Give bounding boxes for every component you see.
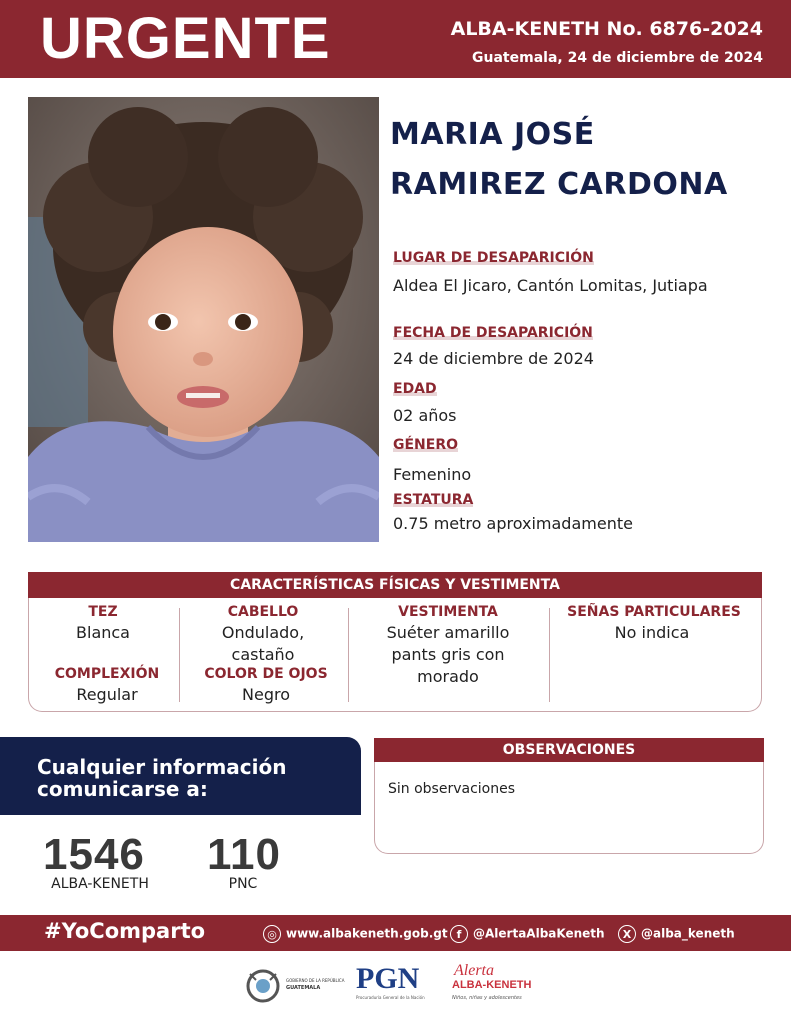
globe-icon: ◎ — [263, 925, 281, 943]
gov-line1: GOBIERNO DE LA REPÚBLICA — [286, 978, 345, 983]
senas-value: No indica — [614, 623, 690, 642]
contact-text — [37, 756, 287, 800]
detail-label-location: LUGAR DE DESAPARICIÓN — [393, 250, 594, 266]
pgn-logo — [356, 962, 436, 1006]
alba-sub: Niños, niñas y adolescentes — [452, 995, 522, 1001]
x-icon: X — [618, 925, 636, 943]
detail-label-age: EDAD — [393, 381, 437, 397]
vestimenta-value-line2: pants gris con — [391, 645, 505, 664]
person-name-line2: RAMIREZ CARDONA — [390, 167, 728, 202]
detail-label-date: FECHA DE DESAPARICIÓN — [393, 325, 593, 341]
eye-color-label: COLOR DE OJOS — [204, 666, 328, 682]
x-link[interactable]: X @alba_keneth — [618, 922, 735, 944]
alerta-alba-keneth-logo — [452, 962, 532, 1006]
facebook-link[interactable]: f @AlertaAlbaKeneth — [450, 922, 605, 944]
eye-color-value: Negro — [242, 685, 290, 704]
tez-label: TEZ — [88, 604, 118, 620]
vestimenta-value-line3: morado — [417, 667, 479, 686]
complexion-value: Regular — [76, 685, 138, 704]
person-name-line1: MARIA JOSÉ — [390, 117, 595, 152]
detail-value-date: 24 de diciembre de 2024 — [393, 349, 594, 368]
phone-alba-keneth[interactable]: 1546 — [43, 830, 145, 879]
vestimenta-label: VESTIMENTA — [398, 604, 498, 620]
detail-value-height: 0.75 metro aproximadamente — [393, 514, 633, 533]
detail-label-height: ESTATURA — [393, 492, 474, 508]
guatemala-coat-of-arms-icon — [244, 966, 282, 1006]
pgn-sub: Procuraduría General de la Nación — [356, 995, 425, 1000]
alert-number: ALBA-KENETH No. 6876-2024 — [450, 18, 763, 40]
facebook-icon: f — [450, 925, 468, 943]
cabello-value-line2: castaño — [231, 645, 295, 664]
vestimenta-value-line1: Suéter amarillo — [386, 623, 510, 642]
hashtag: #YoComparto — [44, 919, 206, 943]
contact-line2: comunicarse a: — [37, 777, 208, 801]
detail-label-gender: GÉNERO — [393, 437, 459, 453]
observations-heading: OBSERVACIONES — [374, 738, 764, 762]
tez-value: Blanca — [76, 623, 130, 642]
alerta-text: Alerta — [454, 962, 494, 979]
cabello-label: CABELLO — [227, 604, 299, 620]
website-link[interactable]: ◎ www.albakeneth.gob.gt — [263, 922, 448, 944]
contact-line1: Cualquier información — [37, 755, 287, 779]
person-name — [390, 110, 780, 210]
urgent-title: URGENTE — [40, 6, 331, 71]
senas-label: SEÑAS PARTICULARES — [567, 604, 741, 620]
cabello-value-line1: Ondulado, — [221, 623, 305, 642]
complexion-label: COMPLEXIÓN — [54, 666, 160, 682]
phone-pnc-label: PNC — [228, 876, 258, 892]
column-divider — [348, 608, 349, 702]
detail-value-gender: Femenino — [393, 465, 472, 484]
detail-value-location: Aldea El Jicaro, Cantón Lomitas, Jutiapa — [393, 276, 708, 295]
pgn-text: PGN — [356, 962, 420, 995]
alert-date: Guatemala, 24 de diciembre de 2024 — [472, 50, 763, 66]
missing-person-photo — [28, 97, 379, 542]
gov-line2: GUATEMALA — [286, 985, 321, 991]
alba-text: ALBA-KENETH — [452, 979, 532, 991]
observations-text: Sin observaciones — [388, 781, 516, 797]
phone-pnc[interactable]: 110 — [207, 830, 281, 879]
characteristics-heading: CARACTERÍSTICAS FÍSICAS Y VESTIMENTA — [28, 572, 762, 598]
phone-alba-keneth-label: ALBA-KENETH — [51, 876, 149, 892]
detail-value-age: 02 años — [393, 406, 457, 425]
column-divider — [549, 608, 550, 702]
government-logo — [244, 966, 344, 1006]
